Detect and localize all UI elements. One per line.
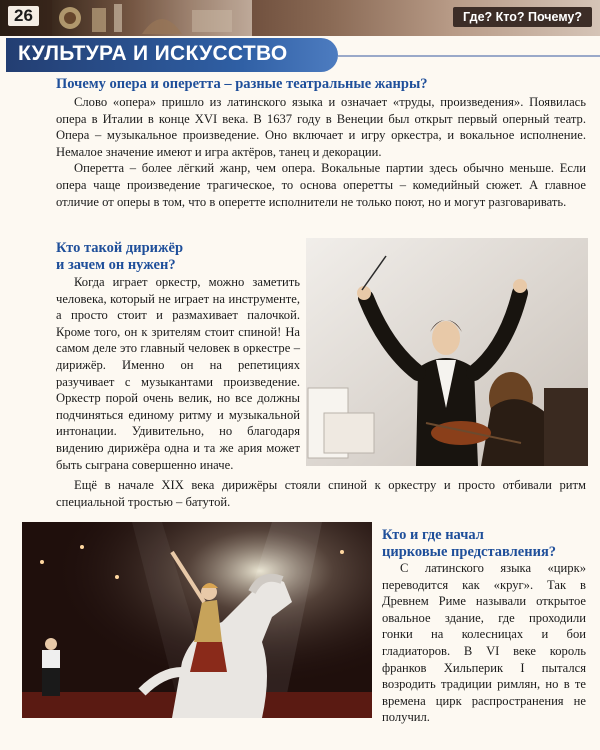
circus-text — [382, 560, 586, 726]
conductor-question — [56, 240, 276, 274]
header-decor-icon — [52, 0, 252, 36]
conductor-paragraph-2: Ещё в начале XIX века дирижёры стояли спиной к оркестру и просто отбивали ритм специальной тростью – батутой. — [56, 478, 586, 509]
section-banner — [6, 38, 338, 72]
opera-paragraph-1: Слово «опера» пришло из латинского языка и означает «труды, произведения». Появилась опера в Италии в конце XVI века. В 1637 году в Венеции был открыт первый оперный театр. Опера – музыкальное произведение. Оно включает и игру оркестра, и вокальное исполнение. Немалое значение имеют и игра актёров, танец и декорации. — [56, 95, 586, 159]
circus-question-line-1: Кто и где начал — [382, 527, 484, 543]
conductor-paragraph-1: Когда играет оркестр, можно заметить человека, который не играет на инструменте, а просто стоит и размахивает палочкой. Кроме того, он к зрителям стоит спиной! На самом деле это главный человек в оркестре – дирижёр. Именно он на репетициях разучивает с музыкантами произведение. Оркестр порой очень велик, но все должны подчиняться единому ритму и музыкальной интонации. Удивительно, но благодаря видению дирижёра одна и та же ария может быть сыграна совершенно иначе. — [56, 275, 300, 472]
conductor-photo — [306, 238, 588, 466]
circus-paragraph: С латинского языка «цирк» переводится как «круг». Так в Древнем Риме называли открытое овальное здание, где проходили гонки на колесницах и бои гладиаторов. В VI веке король франков Хильперик I пытался возродить традиции римлян, но в те времена цирк распространения не получил. — [382, 561, 586, 725]
page-number: 26 — [8, 6, 39, 26]
section-title: КУЛЬТУРА И ИСКУССТВО — [18, 42, 288, 65]
circus-question-line-2: цирковые представления? — [382, 544, 557, 560]
conductor-question-line-2: и зачем он нужен? — [56, 257, 176, 273]
header-illustration — [52, 0, 252, 36]
conductor-illustration — [306, 238, 588, 466]
conductor-text-continued — [56, 477, 586, 510]
series-title: Где? Кто? Почему? — [453, 7, 592, 27]
circus-photo — [22, 522, 372, 718]
banner-divider — [338, 55, 600, 57]
circus-illustration — [22, 522, 372, 718]
opera-question: Почему опера и оперетта – разные театральные жанры? — [56, 76, 428, 92]
conductor-question-line-1: Кто такой дирижёр — [56, 240, 184, 256]
opera-text — [56, 94, 586, 210]
opera-paragraph-2: Оперетта – более лёгкий жанр, чем опера. Вокальные партии здесь обычно меньше. Если опера чаще произведение трагическое, то основа оперетты – комедийный сюжет. А главное отличие от оперы в том, что в оперетте исполнители не только поют, но и могут разговаривать. — [56, 161, 586, 209]
circus-question — [382, 527, 592, 561]
conductor-text — [56, 274, 300, 473]
